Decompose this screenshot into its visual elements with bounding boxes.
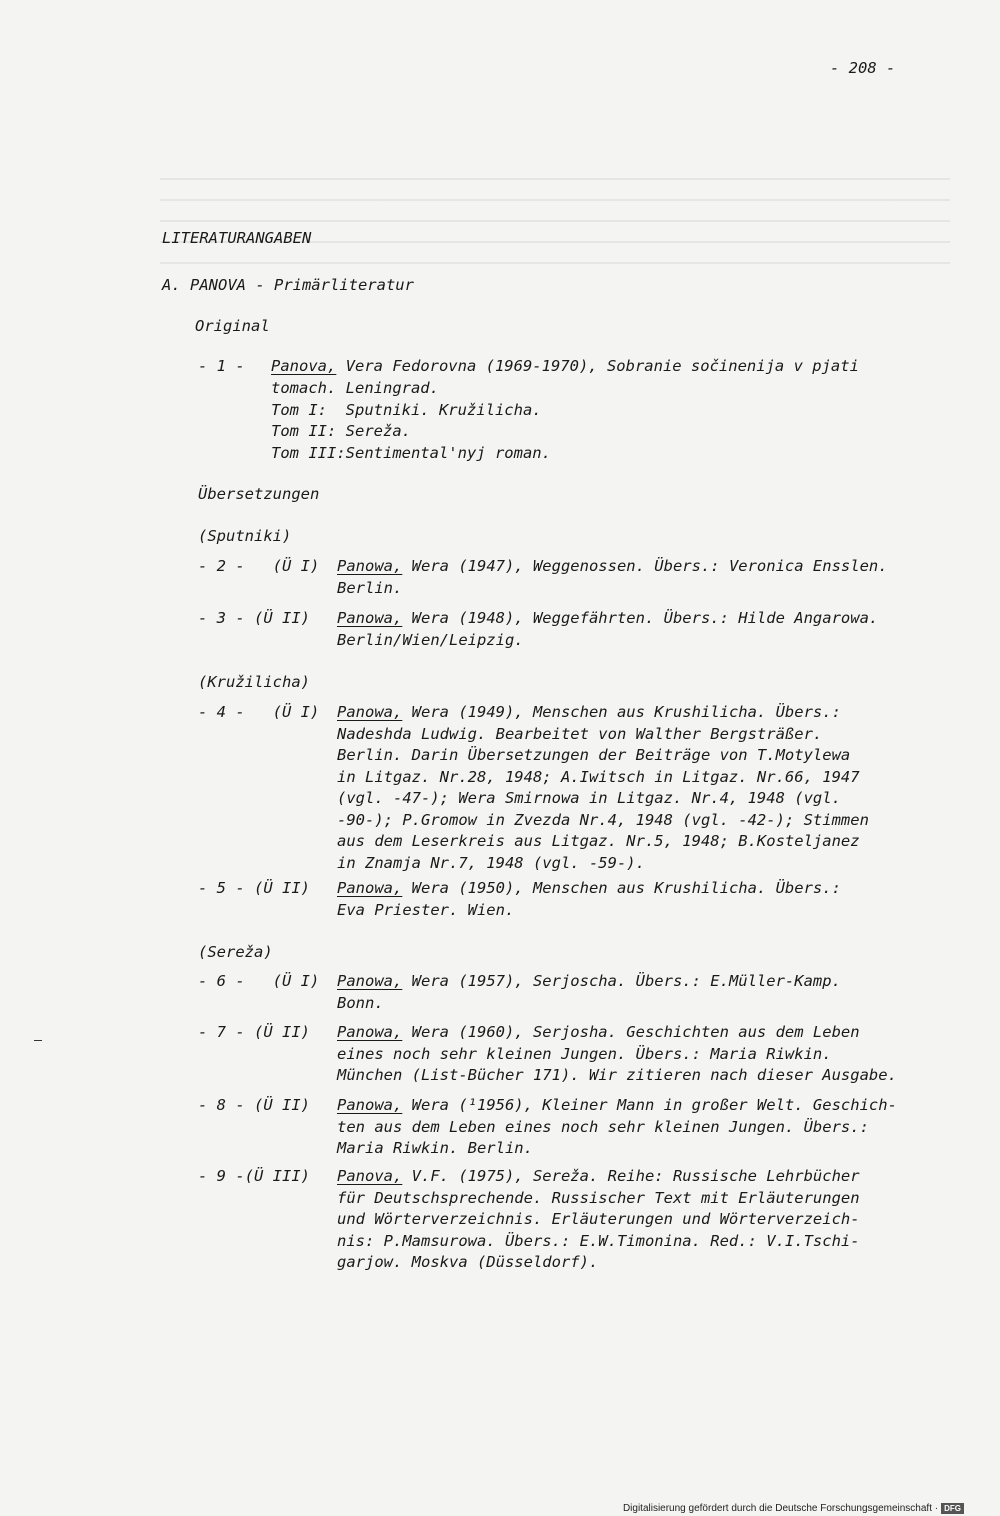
heading-literaturangaben: LITERATURANGABEN (162, 229, 312, 247)
footer-text: Digitalisierung gefördert durch die Deutsche Forschungsgemeinschaft · (622, 1503, 939, 1514)
entry-number-8: - 8 - (Ü II) (198, 1096, 310, 1114)
page-number: - 208 - (830, 59, 896, 77)
entry-body: V.F. (1975), Sereža. Reihe: Russische Lehrbücher für Deutschsprechende. Russischer Text mit Erläuterungen und Wörterverzeichnis. Erläuterungen und Wörterverzeich- nis: P.Mamsurowa. Übers.: E.W.Timonina. Red.: V.I.Tschi- garjow. Moskva (Düsseldorf). (337, 1167, 860, 1271)
entry-author: Panova, (271, 357, 337, 375)
entry-number-1: - 1 - (198, 357, 245, 375)
entry-1-line-text: Vera Fedorovna (1969-1970), Sobranie sočinenija v pjati (336, 357, 859, 375)
entry-7-text (337, 1022, 897, 1087)
group-sereza: (Sereža) (198, 943, 273, 961)
entry-author: Panowa, (337, 972, 403, 990)
entry-2-text (337, 556, 888, 599)
entry-1-continuation: tomach. Leningrad. Tom I: Sputniki. Kružilicha. Tom II: Sereža. Tom III:Sentimental'nyj roman. (271, 379, 551, 462)
entry-number-5: - 5 - (Ü II) (198, 879, 310, 897)
entry-author: Panowa, (337, 1096, 403, 1114)
dfg-logo-icon: DFG (941, 1503, 964, 1514)
entry-body: Wera (1948), Weggefährten. Übers.: Hilde Angarowa. Berlin/Wien/Leipzig. (337, 609, 879, 649)
entry-author: Panowa, (337, 1023, 403, 1041)
entry-body: Wera (1960), Serjosha. Geschichten aus dem Leben eines noch sehr kleinen Jungen. Übers.: Maria Riwkin. München (List-Bücher 171). Wir zitieren nach dieser Ausgabe. (337, 1023, 897, 1084)
entry-5-text (337, 878, 841, 921)
entry-1-first-line (271, 356, 859, 378)
entry-author: Panowa, (337, 557, 403, 575)
entry-6-text (337, 971, 841, 1014)
margin-mark (34, 1040, 42, 1041)
entry-9-text (337, 1166, 860, 1274)
group-sputniki: (Sputniki) (198, 527, 292, 545)
entry-body: Wera (¹1956), Kleiner Mann in großer Welt. Geschich- ten aus dem Leben eines noch sehr kleinen Jungen. Übers.: Maria Riwkin. Berlin. (337, 1096, 897, 1157)
entry-number-4: - 4 - (Ü I) (198, 703, 320, 721)
footer-credit (623, 1503, 964, 1514)
entry-body: Wera (1949), Menschen aus Krushilicha. Übers.: Nadeshda Ludwig. Bearbeitet von Walther Bergsträßer. Berlin. Darin Übersetzungen der Beiträge von T.Motylewa in Litgaz. Nr.28, 1948; A.Iwitsch in Litgaz. Nr.66, 1947 (vgl. -47-); Wera Smirnowa in Litgaz. Nr.4, 1948 (vgl. -90-); P.Gromow in Zvezda Nr.4, 1948 (vgl. -42-); Stimmen aus dem Leserkreis aus Litgaz. Nr.5, 1948; B.Kosteljanez in Znamja Nr.7, 1948 (vgl. -59-). (337, 703, 869, 872)
entry-body: Wera (1950), Menschen aus Krushilicha. Übers.: Eva Priester. Wien. (337, 879, 841, 919)
subsection-translations: Übersetzungen (198, 485, 320, 503)
entry-author: Panova, (337, 1167, 403, 1185)
entry-4-text (337, 702, 869, 874)
entry-number-9: - 9 -(Ü III) (198, 1167, 310, 1185)
entry-number-2: - 2 - (Ü I) (198, 557, 320, 575)
entry-number-6: - 6 - (Ü I) (198, 972, 320, 990)
entry-body: Wera (1957), Serjoscha. Übers.: E.Müller-Kamp. Bonn. (337, 972, 841, 1012)
section-title: A. PANOVA - Primärliteratur (162, 276, 414, 294)
entry-3-text (337, 608, 878, 651)
entry-author: Panowa, (337, 609, 403, 627)
entry-8-text (337, 1095, 897, 1160)
entry-body: Wera (1947), Weggenossen. Übers.: Veronica Ensslen. Berlin. (337, 557, 888, 597)
entry-number-3: - 3 - (Ü II) (198, 609, 310, 627)
group-kruzilicha: (Kružilicha) (198, 673, 310, 691)
entry-author: Panowa, (337, 703, 403, 721)
entry-number-7: - 7 - (Ü II) (198, 1023, 310, 1041)
entry-author: Panowa, (337, 879, 403, 897)
subsection-original: Original (195, 317, 270, 335)
